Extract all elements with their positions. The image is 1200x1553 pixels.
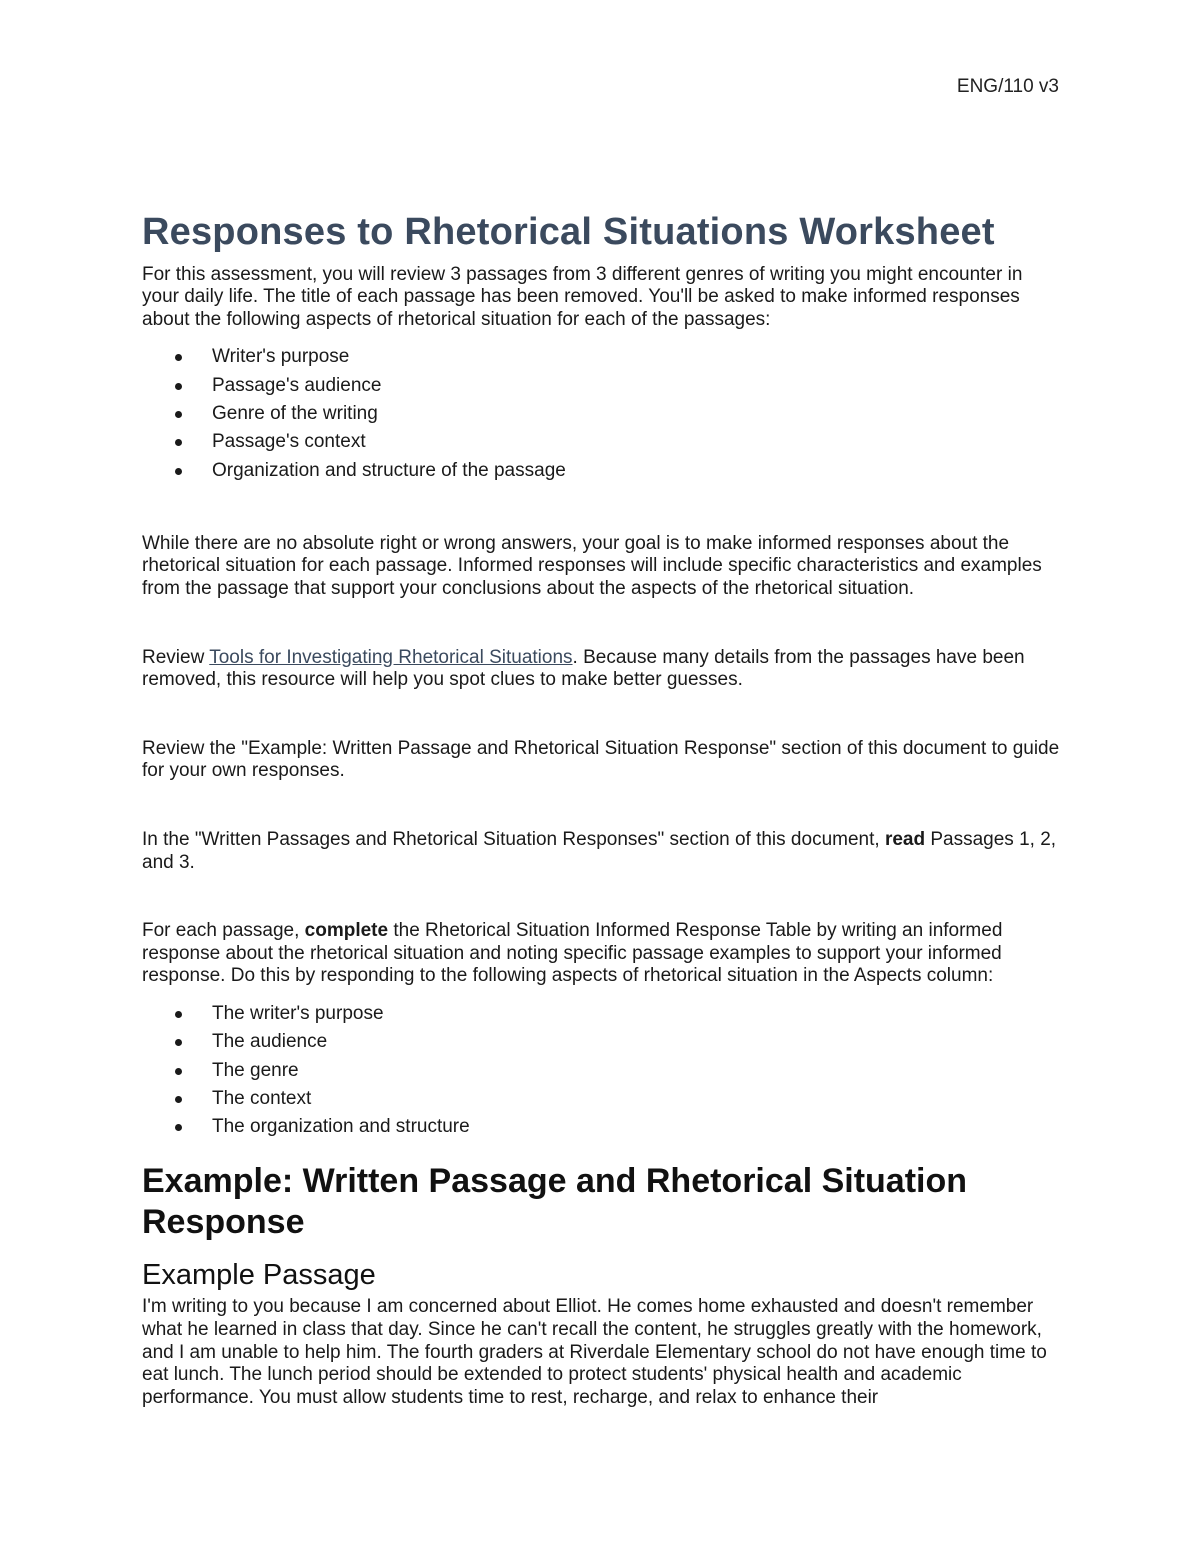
intro-paragraph: For this assessment, you will review 3 passages from 3 different genres of writing you might encounter in your daily life. The title of each passage has been removed. You'll be asked to make informed responses about the following aspects of rhetorical situation for each of the passages: (142, 263, 1023, 330)
example-section-heading: Example: Written Passage and Rhetorical Situation Response (142, 1162, 968, 1242)
review-tools-paragraph (142, 647, 1062, 692)
list-item: Passage's context (142, 428, 1062, 456)
list-item: The context (142, 1085, 1062, 1113)
aspects-list (142, 343, 1062, 484)
list-item: The genre (142, 1057, 1062, 1085)
list-item: The audience (142, 1028, 1062, 1056)
complete-prefix: For each passage, (142, 920, 305, 942)
example-passage-heading: Example Passage (142, 1259, 376, 1292)
tools-link[interactable]: Tools for Investigating Rhetorical Situations (209, 646, 573, 668)
review-tools-suffix: . Because many details from the passages have been removed, this resource will help you spot clues to make better guesses. (142, 646, 1025, 691)
example-passage-text: I'm writing to you because I am concerned about Elliot. He comes home exhausted and doesn't remember what he learned in class that day. Since he can't recall the content, he struggles greatly with the homework, and I am unable to help him. The fourth graders at Riverdale Elementary school do not have enough time to eat lunch. The lunch period should be extended to protect students' physical health and academic performance. You must allow students time to rest, recharge, and relax to enhance their (142, 1296, 1047, 1408)
complete-instruction-paragraph (142, 920, 1062, 988)
complete-suffix: the Rhetorical Situation Informed Response Table by writing an informed response about the rhetorical situation and noting specific passage examples to support your informed response. Do this by responding to the following aspects of rhetorical situation in the Aspects column: (142, 920, 1003, 987)
page-title: Responses to Rhetorical Situations Worksheet (142, 211, 995, 253)
list-item: Writer's purpose (142, 343, 1062, 371)
review-tools-prefix: Review (142, 646, 210, 668)
read-suffix: Passages 1, 2, and 3. (142, 829, 1057, 873)
list-item: Passage's audience (142, 372, 1062, 400)
list-item: Organization and structure of the passage (142, 457, 1062, 485)
list-item: The organization and structure (142, 1113, 1062, 1141)
read-bold: read (884, 829, 926, 851)
review-example-paragraph: Review the "Example: Written Passage and Rhetorical Situation Response" section of this document to guide for your own responses. (142, 737, 1060, 782)
list-item: Genre of the writing (142, 400, 1062, 428)
list-item: The writer's purpose (142, 1000, 1062, 1028)
complete-bold: complete (304, 920, 389, 942)
document-body (142, 210, 1062, 1409)
response-list (142, 1000, 1062, 1141)
goal-paragraph: While there are no absolute right or wrong answers, your goal is to make informed responses about the rhetorical situation for each passage. Informed responses will include specific characteristics and examples from the passage that support your conclusions about the aspects of the rhetorical situation. (142, 532, 1042, 600)
read-instruction-paragraph (142, 829, 1062, 874)
course-code-header: ENG/110 v3 (956, 76, 1059, 97)
read-prefix: In the "Written Passages and Rhetorical Situation Responses" section of this document, (142, 829, 885, 851)
